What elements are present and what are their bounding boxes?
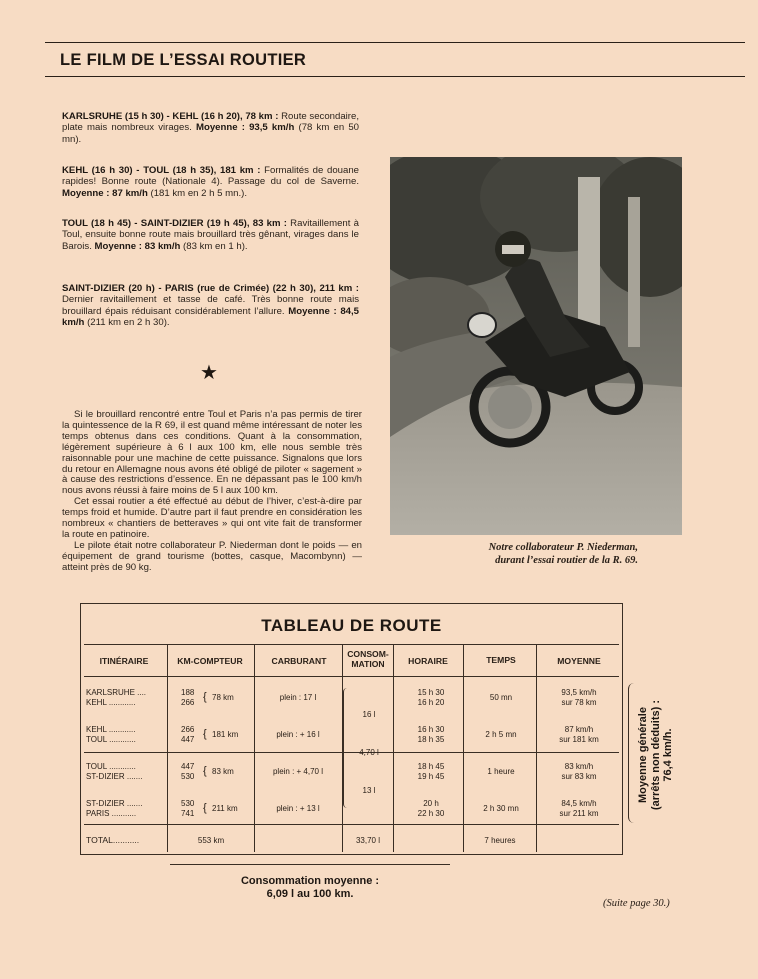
table-rule [84, 644, 619, 645]
average-value: 83 km/h [564, 762, 594, 771]
leg-tail: (78 km en 50 mn). [62, 122, 359, 145]
average-distance: sur 83 km [561, 771, 597, 781]
km-distance: 78 km [212, 693, 234, 702]
duration: 50 mn [489, 693, 513, 702]
km-start: 188 [181, 688, 195, 697]
side-note-line: (arrêts non déduits) : [649, 700, 662, 811]
schedule [411, 762, 451, 781]
continued-note: (Suite page 30.) [603, 898, 670, 909]
schedule [411, 688, 451, 707]
leg-saint-dizier-paris [62, 283, 359, 329]
motorcycle-photo [390, 157, 682, 535]
conso-value: 16 l [362, 710, 376, 719]
total-temps: 7 heures [484, 836, 516, 845]
header-carburant: CARBURANT [271, 656, 327, 666]
km-start: 266 [181, 725, 195, 734]
average-speed [539, 762, 619, 781]
itinerary-from: TOUL ............ [86, 762, 136, 771]
km-end: 266 [181, 697, 195, 707]
table-title: TABLEAU DE ROUTE [261, 616, 442, 635]
itinerary-to: ST-DIZIER ....... [86, 771, 143, 781]
header-itineraire: ITINÉRAIRE [99, 656, 149, 666]
time-start: 15 h 30 [417, 688, 445, 697]
schedule [411, 725, 451, 744]
total-conso: 33,70 l [355, 836, 381, 845]
table-rule [84, 824, 619, 825]
average-speed [539, 688, 619, 707]
header-conso-line: MATION [351, 658, 385, 669]
header-moyenne: MOYENNE [557, 656, 601, 666]
average-value: 87 km/h [564, 725, 594, 734]
km-end: 741 [181, 808, 195, 818]
leg-average: Moyenne : 87 km/h [62, 187, 148, 199]
leg-text: Route secondaire, plate mais nombreux virages. [62, 111, 359, 134]
average-speed [539, 799, 619, 818]
duration: 2 h 30 mn [483, 804, 519, 813]
average-distance: sur 78 km [561, 697, 597, 707]
time-end: 18 h 35 [417, 734, 445, 744]
general-average-note [637, 690, 675, 820]
total-label: TOTAL........... [86, 835, 140, 845]
km-readings [181, 725, 201, 744]
fuel-fill: plein : + 4,70 l [272, 767, 324, 776]
table-rule [254, 644, 255, 852]
brace: { [203, 728, 207, 740]
conso-value: 4,70 l [359, 748, 379, 757]
km-start: 530 [181, 799, 195, 808]
rider-on-motorcycle-image [390, 157, 682, 535]
km-distance: 211 km [212, 804, 238, 813]
itinerary-to: KEHL ............ [86, 697, 136, 707]
conso-value: 13 l [362, 786, 376, 795]
leg-tail: (83 km en 1 h). [180, 240, 248, 252]
table-rule [167, 644, 168, 852]
fuel-fill: plein : + 16 l [276, 730, 320, 739]
body-paragraph: Cet essai routier a été effectué au début de l’hiver, c’est-à-dire par temps froid et humide. D’autre part il faut prendre en considération les nombreux « chantiers de betteraves » qui ont vite fait de transformer la route en patinoire. [62, 496, 362, 540]
schedule [411, 799, 451, 818]
km-readings [181, 688, 201, 707]
km-distance: 181 km [212, 730, 239, 739]
km-distance: 83 km [212, 767, 234, 776]
fuel-fill: plein : + 13 l [276, 804, 320, 813]
leg-average: Moyenne : 84,5 km/h [62, 305, 360, 329]
leg-tail: (181 km en 2 h 5 mn.). [147, 187, 248, 199]
time-start: 18 h 45 [417, 762, 445, 771]
itinerary-from: KEHL ............ [86, 725, 136, 734]
average-brace [628, 683, 635, 823]
brace: { [203, 765, 207, 777]
photo-caption [430, 541, 638, 567]
table-rule [463, 644, 464, 852]
fuel-fill: plein : 17 l [279, 693, 317, 702]
itinerary-from: KARLSRUHE .... [86, 688, 147, 697]
time-end: 19 h 45 [417, 771, 445, 781]
header-consommation [343, 650, 393, 669]
brace: { [203, 802, 207, 814]
average-speed [539, 725, 619, 744]
average-consumption [170, 875, 450, 900]
average-value: 84,5 km/h [561, 799, 597, 808]
consumption-rule [170, 864, 450, 865]
duration: 2 h 5 mn [485, 730, 517, 739]
itinerary-to: PARIS ........... [86, 808, 137, 818]
table-rule [536, 644, 537, 852]
time-end: 22 h 30 [417, 808, 445, 818]
consumption-line: Consommation moyenne : [240, 875, 380, 887]
km-end: 530 [181, 771, 195, 781]
duration: 1 heure [487, 767, 515, 776]
consumption-line: 6,09 l au 100 km. [266, 887, 354, 900]
km-readings [181, 762, 201, 781]
table-rule [84, 676, 619, 677]
time-start: 20 h [423, 799, 439, 808]
table-row-itinerary [86, 799, 166, 818]
header-horaire: HORAIRE [408, 656, 448, 666]
table-rule [393, 644, 394, 852]
average-value: 93,5 km/h [561, 688, 597, 697]
leg-average: Moyenne : 93,5 km/h [195, 122, 295, 134]
header-temps: TEMPS [486, 655, 516, 665]
body-paragraph: Si le brouillard rencontré entre Toul et Paris n’a pas permis de tirer la quintessence de la R 69, il est quand même intéressant de noter les temps obtenus dans ces conditions. Quant à la consommation, légèrement supérieure à 6 l aux 100 km, elle nous semble très raisonnable pour une machine de cette puissance. Signalons que lors du retour en Allemagne nous avons été obligé de piloter « sagement » à cause des restrictions d’essence. En ne dépassant pas le 100 km/h nous avons réussi à faire moins de 5 l aux 100 km. [62, 409, 362, 497]
average-distance: sur 211 km [559, 808, 599, 818]
leg-text: Dernier ravitaillement et tasse de café. Très bonne route mais brouillard épais réduisant considérablement l’allure. [62, 294, 359, 317]
table-row-itinerary [86, 762, 166, 781]
time-end: 16 h 20 [417, 697, 445, 707]
leg-heading: SAINT-DIZIER (20 h) - PARIS (rue de Crimée) (22 h 30), 211 km : [62, 283, 359, 294]
itinerary-from: ST-DIZIER ....... [86, 799, 143, 808]
leg-heading: KARLSRUHE (15 h 30) - KEHL (16 h 20), 78 km : [62, 111, 279, 122]
brace: { [203, 691, 207, 703]
article-body [62, 410, 362, 574]
side-note-line: Moyenne générale [637, 707, 649, 803]
total-km: 553 km [197, 836, 225, 845]
leg-text: Ravitaillement à Toul, ensuite bonne route mais brouillard très gênant, virages dans le Barois. [62, 218, 359, 252]
leg-karlsruhe-kehl [62, 111, 359, 145]
leg-toul-saint-dizier [62, 218, 359, 252]
table-row-itinerary [86, 725, 166, 744]
km-readings [181, 799, 201, 818]
route-table [80, 603, 623, 855]
km-end: 447 [181, 734, 195, 744]
top-rule [45, 42, 745, 43]
header-conso-line: CONSOM- [347, 649, 389, 659]
km-start: 447 [181, 762, 195, 771]
leg-text: Formalités de douane rapides! Bonne route (Nationale 4). Passage du col de Saverne. [62, 165, 359, 188]
leg-heading: TOUL (18 h 45) - SAINT-DIZIER (19 h 45), 83 km : [62, 218, 287, 229]
body-paragraph: Le pilote était notre collaborateur P. Niederman dont le poids — en équipement de grand tourisme (bottes, casque, Macombynn) — atteint près de 90 kg. [62, 539, 362, 573]
leg-average: Moyenne : 83 km/h [94, 240, 181, 252]
header-km-compteur: KM-COMPTEUR [177, 656, 243, 666]
star-separator: ★ [200, 362, 218, 384]
table-row-itinerary [86, 688, 166, 707]
average-distance: sur 181 km [559, 734, 599, 744]
side-note-line: 76,4 km/h. [662, 728, 674, 782]
caption-line: durant l’essai routier de la R. 69. [495, 555, 638, 566]
page-title: LE FILM DE L’ESSAI ROUTIER [60, 51, 307, 69]
caption-line: Notre collaborateur P. Niederman, [488, 542, 638, 553]
time-start: 16 h 30 [417, 725, 445, 734]
leg-heading: KEHL (16 h 30) - TOUL (18 h 35), 181 km : [62, 165, 261, 176]
itinerary-to: TOUL ............ [86, 734, 136, 744]
leg-tail: (211 km en 2 h 30). [84, 317, 170, 329]
leg-kehl-toul [62, 165, 359, 199]
title-rule [45, 76, 745, 77]
